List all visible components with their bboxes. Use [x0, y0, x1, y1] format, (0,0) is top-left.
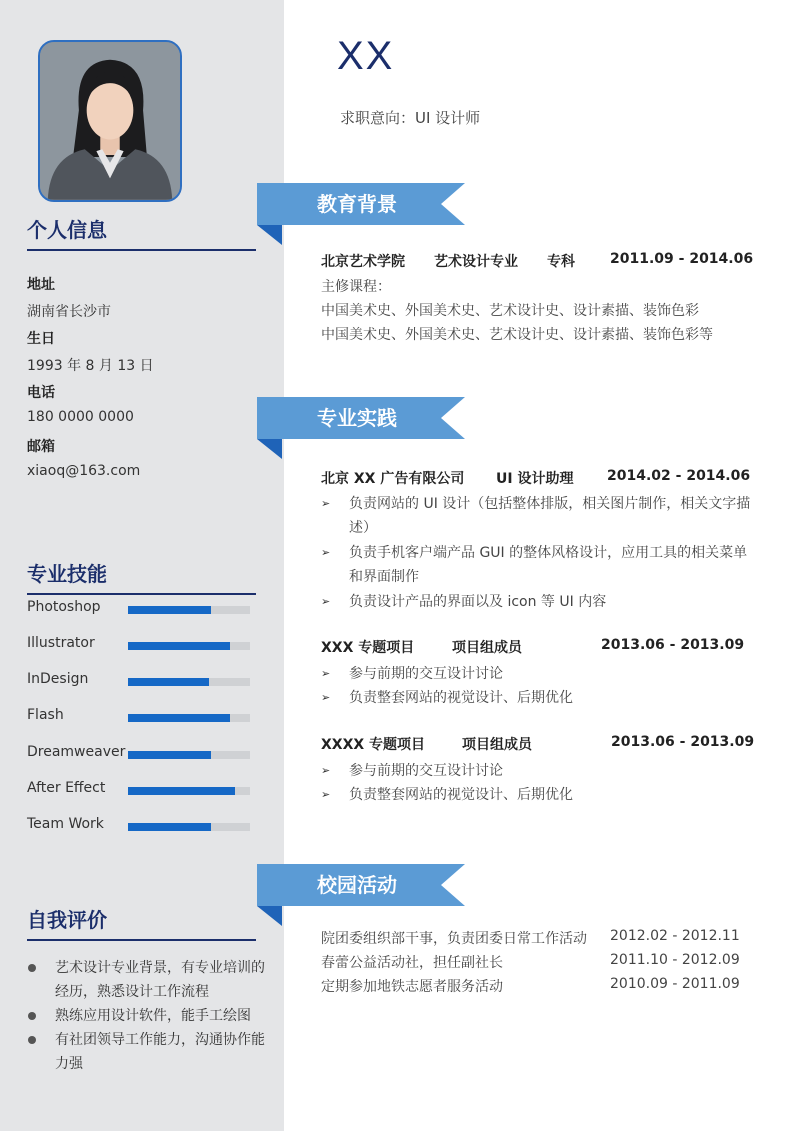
- job-role: UI 设计助理: [496, 471, 574, 487]
- skill-bar-track: [128, 751, 250, 759]
- list-item: [321, 590, 761, 614]
- evaluation-text: 艺术设计专业背景，有专业培训的经历，熟悉设计工作流程: [55, 960, 265, 1000]
- list-item: [321, 686, 761, 710]
- birthday-value: 1993 年 8 月 13 日: [27, 358, 154, 374]
- arrow-bullet-icon: ➢: [321, 691, 331, 704]
- arrow-bullet-icon: ➢: [321, 667, 331, 680]
- list-item: [27, 1004, 277, 1028]
- phone-label: 电话: [27, 385, 55, 401]
- skill-bar-track: [128, 678, 250, 686]
- bullet-dot-icon: [28, 1036, 36, 1044]
- skill-name: Dreamweaver: [27, 744, 126, 760]
- job-org: 北京 XX 广告有限公司: [321, 471, 465, 487]
- duty-text: 负责设计产品的界面以及 icon 等 UI 内容: [349, 594, 607, 610]
- skill-bar-fill: [128, 606, 211, 614]
- school-name: 北京艺术学院: [321, 254, 405, 270]
- personal-info-heading: 个人信息: [27, 214, 256, 251]
- skill-row: [27, 635, 251, 655]
- evaluation-text: 熟练应用设计软件，能手工绘图: [55, 1008, 251, 1024]
- arrow-bullet-icon: ➢: [321, 546, 331, 559]
- address-label: 地址: [27, 277, 55, 293]
- job-org: XXXX 专题项目: [321, 737, 426, 753]
- bullet-dot-icon: [28, 1012, 36, 1020]
- job-objective: 求职意向：UI 设计师: [340, 109, 481, 127]
- duty-text: 参与前期的交互设计讨论: [349, 666, 503, 682]
- skill-row: [27, 780, 251, 800]
- job-period: 2014.02 - 2014.06: [607, 468, 751, 484]
- skill-name: InDesign: [27, 671, 89, 687]
- section-banner-education: [257, 183, 467, 245]
- bullet-dot-icon: [28, 964, 36, 972]
- address-value: 湖南省长沙市: [27, 304, 111, 320]
- skills-heading: 专业技能: [27, 558, 256, 595]
- evaluation-text: 有社团领导工作能力，沟通协作能力强: [55, 1032, 265, 1072]
- job-role: 项目组成员: [462, 737, 532, 753]
- skill-row: [27, 744, 251, 764]
- education-period: 2011.09 - 2014.06: [610, 251, 754, 267]
- skill-name: Flash: [27, 707, 64, 723]
- activity-text: 春蕾公益活动社，担任副社长: [321, 955, 503, 971]
- list-item: [321, 783, 761, 807]
- skill-name: After Effect: [27, 780, 106, 796]
- skill-row: [27, 671, 251, 691]
- skill-bar-track: [128, 823, 250, 831]
- section-banner-practice: [257, 397, 467, 459]
- skill-bar-fill: [128, 642, 230, 650]
- activity-period: 2010.09 - 2011.09: [610, 976, 740, 992]
- skill-bar-fill: [128, 787, 235, 795]
- self-evaluation-heading: 自我评价: [27, 904, 256, 941]
- arrow-bullet-icon: ➢: [321, 497, 331, 510]
- section-title: 专业实践: [317, 406, 397, 430]
- skill-bar-track: [128, 606, 250, 614]
- courses-line: 中国美术史、外国美术史、艺术设计史、设计素描、装饰色彩: [321, 303, 699, 319]
- skill-bar-fill: [128, 678, 209, 686]
- skill-row: [27, 816, 251, 836]
- activity-text: 院团委组织部干事，负责团委日常工作活动: [321, 931, 587, 947]
- list-item: [321, 662, 761, 686]
- duty-text: 负责网站的 UI 设计（包括整体排版，相关图片制作，相关文字描述）: [349, 496, 751, 536]
- skill-bar-fill: [128, 751, 211, 759]
- arrow-bullet-icon: ➢: [321, 788, 331, 801]
- duty-text: 参与前期的交互设计讨论: [349, 763, 503, 779]
- major-name: 艺术设计专业: [434, 254, 518, 270]
- skill-name: Team Work: [27, 816, 104, 832]
- skill-bar-track: [128, 642, 250, 650]
- skill-name: Photoshop: [27, 599, 101, 615]
- section-banner-campus: [257, 864, 467, 926]
- skill-bar-track: [128, 787, 250, 795]
- section-title: 校园活动: [317, 873, 397, 897]
- courses-line: 中国美术史、外国美术史、艺术设计史、设计素描、装饰色彩等: [321, 327, 713, 343]
- candidate-name: XX: [337, 34, 395, 78]
- job-org: XXX 专题项目: [321, 640, 415, 656]
- activity-period: 2012.02 - 2012.11: [610, 928, 740, 944]
- list-item: [321, 492, 761, 540]
- birthday-label: 生日: [27, 331, 55, 347]
- job-period: 2013.06 - 2013.09: [611, 734, 755, 750]
- skill-name: Illustrator: [27, 635, 95, 651]
- skill-row: [27, 599, 251, 619]
- skill-bar-fill: [128, 714, 230, 722]
- arrow-bullet-icon: ➢: [321, 595, 331, 608]
- list-item: [321, 759, 761, 783]
- duty-text: 负责手机客户端产品 GUI 的整体风格设计，应用工具的相关菜单和界面制作: [349, 545, 748, 585]
- activity-text: 定期参加地铁志愿者服务活动: [321, 979, 503, 995]
- duty-text: 负责整套网站的视觉设计、后期优化: [349, 690, 573, 706]
- degree: 专科: [547, 254, 575, 270]
- activity-period: 2011.10 - 2012.09: [610, 952, 740, 968]
- email-value: xiaoq@163.com: [27, 463, 141, 479]
- skill-bar-fill: [128, 823, 211, 831]
- skill-bar-track: [128, 714, 250, 722]
- arrow-bullet-icon: ➢: [321, 764, 331, 777]
- courses-label: 主修课程：: [321, 279, 391, 295]
- phone-value: 180 0000 0000: [27, 409, 134, 425]
- email-label: 邮箱: [27, 439, 55, 455]
- job-role: 项目组成员: [452, 640, 522, 656]
- skill-row: [27, 707, 251, 727]
- list-item: [27, 956, 277, 1004]
- list-item: [321, 541, 761, 589]
- duty-text: 负责整套网站的视觉设计、后期优化: [349, 787, 573, 803]
- list-item: [27, 1028, 277, 1076]
- job-period: 2013.06 - 2013.09: [601, 637, 745, 653]
- section-title: 教育背景: [317, 192, 397, 216]
- profile-photo: [38, 40, 182, 202]
